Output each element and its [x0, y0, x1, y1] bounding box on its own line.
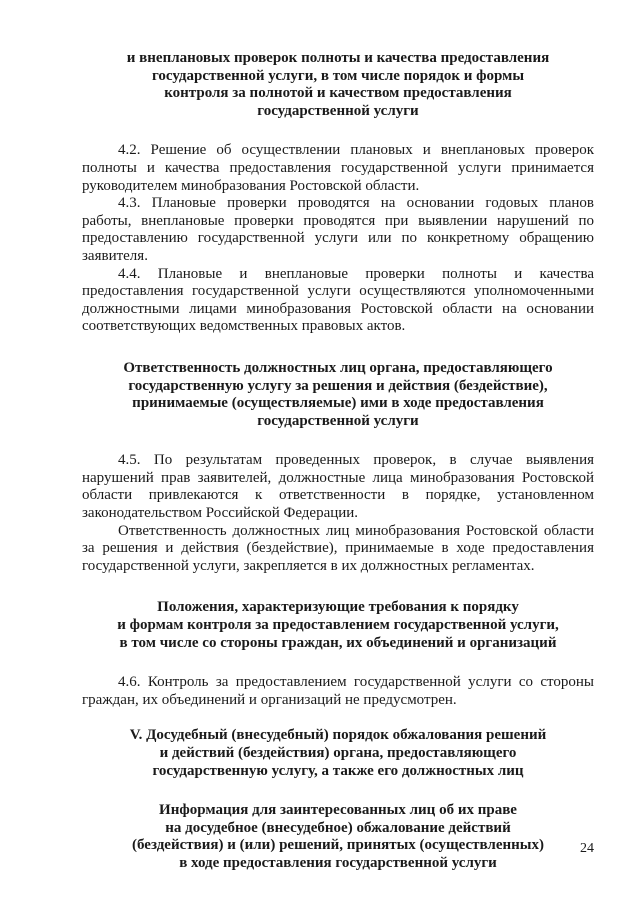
heading-line: государственной услуги, в том числе порядок и формы — [151, 67, 525, 84]
paragraph-4-6: 4.6. Контроль за предоставлением государственной услуги со стороны граждан, их объединений и организаций не предусмотрен. — [82, 674, 594, 708]
section-heading-v-appeal — [82, 727, 594, 780]
heading-line: государственной услуги — [257, 412, 419, 429]
paragraph-responsibility-regulations: Ответственность должностных лиц минобразования Ростовской области за решения и действия (бездействие), принимаемые в ходе предоставления государственной услуги, закрепляется в их должностных регламентах. — [82, 522, 594, 574]
heading-line: V. Досудебный (внесудебный) порядок обжалования решений — [129, 727, 547, 744]
paragraph-4-3: 4.3. Плановые проверки проводятся на основании годовых планов работы, внеплановые проверки проводятся при выявлении нарушений по предоставлению государственной услуги или по конкретному обращению заявителя. — [82, 195, 594, 264]
heading-line: на досудебное (внесудебное) обжалование действий — [165, 819, 511, 836]
heading-line: государственную услугу за решения и действия (бездействие), — [128, 377, 548, 394]
section-heading-provisions — [82, 599, 594, 652]
heading-line: Ответственность должностных лиц органа, предоставляющего — [123, 359, 553, 376]
paragraph-4-2: 4.2. Решение об осуществлении плановых и внеплановых проверок полноты и качества предоставления государственной услуги принимается руководителем минобразования Ростовской области. — [82, 142, 594, 194]
heading-line: в том числе со стороны граждан, их объединений и организаций — [119, 634, 557, 651]
heading-line: Информация для заинтересованных лиц об их праве — [159, 802, 517, 819]
heading-line: и внеплановых проверок полноты и качества предоставления — [126, 50, 550, 66]
section-heading-responsibility — [82, 360, 594, 430]
paragraph-4-5: 4.5. По результатам проведенных проверок, в случае выявления нарушений прав заявителей, должностные лица минобразования Ростовской области привлекаются к ответственности в порядке, установленном законодательством Российской Федерации. — [82, 452, 594, 522]
heading-line: контроля за полнотой и качеством предоставления — [164, 85, 512, 102]
section-heading-control-procedure — [82, 50, 594, 120]
heading-line: и действий (бездействия) органа, предоставляющего — [159, 745, 517, 761]
page-number: 24 — [580, 841, 594, 856]
heading-line: государственную услугу, а также его должностных лиц — [152, 762, 524, 779]
section-heading-appeal-info — [82, 802, 594, 872]
heading-line: и формам контроля за предоставлением государственной услуги, — [117, 617, 559, 634]
heading-line: Положения, характеризующие требования к порядку — [157, 599, 519, 616]
heading-line: государственной услуги — [257, 102, 419, 119]
heading-line: принимаемые (осуществляемые) ими в ходе предоставления — [132, 395, 544, 412]
heading-line: (бездействия) и (или) решений, принятых (осуществленных) — [132, 837, 544, 854]
paragraph-4-4: 4.4. Плановые и внеплановые проверки полноты и качества предоставления государственной услуги осуществляются уполномоченными должностными лицами минобразования Ростовской области на основании соответствующих ведомственных правовых актов. — [82, 265, 594, 335]
heading-line: в ходе предоставления государственной услуги — [179, 854, 497, 871]
